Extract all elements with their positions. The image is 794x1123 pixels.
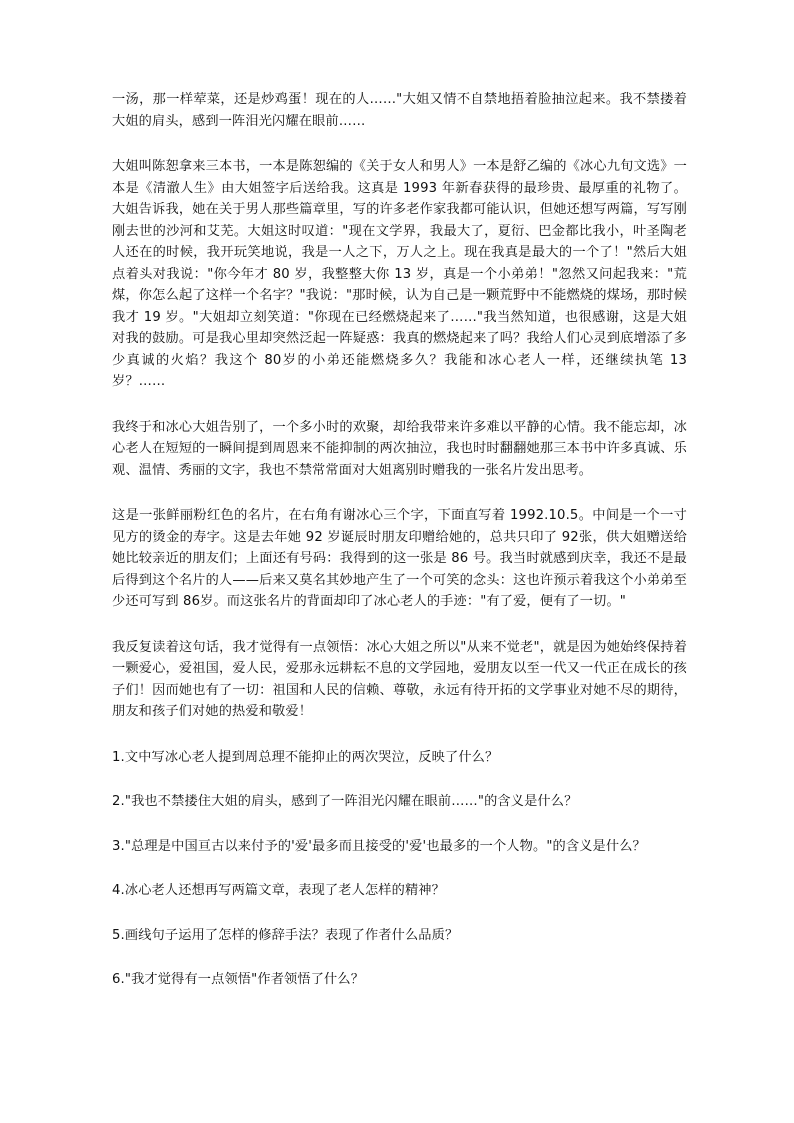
question-6: 6."我才觉得有一点领悟"作者领悟了什么？: [112, 972, 365, 987]
paragraph-1: 一汤，那一样荤菜，还是炒鸡蛋！现在的人……"大姐又情不自禁地捂着脸抽泣起来。我不禁搂着大姐的肩头，感到一阵泪光闪耀在眼前……: [112, 92, 687, 129]
question-5: 5.画线句子运用了怎样的修辞手法？表现了作者什么品质？: [112, 927, 459, 943]
paragraph-4: 这是一张鲜丽粉红色的名片，在右角有谢冰心三个字，下面直写着 1992.10.5。中间是一个一寸见方的烫金的寿字。这是去年她 92 岁诞辰时朋友印赠给她的，总共只印了 92张，供大姐赠送给她比较亲近的朋友们；上面还有号码：我得到的这一张是 86 号。我当时就感到庆幸，我还不是最后得到这个名片的人——后来又莫名其妙地产生了一个可笑的念头：这也许预示着我这个小弟弟至少还可写到 86岁。而这张名片的背面却印了冰心老人的手迹："有了爱，便有了一切。": [112, 508, 687, 609]
document-page: [112, 89, 687, 1014]
question-list: [112, 747, 687, 991]
question-3: 3."总理是中国亘古以来付予的'爱'最多而且接受的'爱'也最多的一个人物。"的含义是什么？: [112, 838, 646, 854]
paragraph-5: 我反复读着这句话，我才觉得有一点领悟：冰心大姐之所以"从来不觉老"，就是因为她始终保持着一颗爱心，爱祖国，爱人民，爱那永远耕耘不息的文学园地，爱朋友以至一代又一代正在成长的孩子们！因而她也有了一切：祖国和人民的信赖、尊敬，永远有待开拓的文学事业对她不尽的期待，朋友和孩子们对她的热爱和敬爱！: [112, 639, 687, 719]
article-body: [112, 89, 687, 723]
paragraph-3: 我终于和冰心大姐告别了，一个多小时的欢聚，却给我带来许多难以平静的心情。我不能忘却，冰心老人在短短的一瞬间提到周恩来不能抑制的两次抽泣，我也时时翻翻她那三本书中许多真诚、乐观、温情、秀丽的文字，我也不禁常常面对大姐离别时赠我的一张名片发出思考。: [112, 419, 687, 478]
question-2: 2."我也不禁搂住大姐的肩头，感到了一阵泪光闪耀在眼前……"的含义是什么？: [112, 794, 578, 809]
question-1: 1.文中写冰心老人提到周总理不能抑止的两次哭泣，反映了什么？: [112, 749, 499, 765]
question-4: 4.冰心老人还想再写两篇文章，表现了老人怎样的精神？: [112, 883, 445, 898]
paragraph-2: 大姐叫陈恕拿来三本书，一本是陈恕编的《关于女人和男人》一本是舒乙编的《冰心九旬文选》一本是《清澈人生》由大姐签字后送给我。这真是 1993 年新春获得的最珍贵、最厚重的礼物了。大姐告诉我，她在关于男人那些篇章里，写的许多老作家我都可能认识，但她还想写两篇，写写刚刚去世的沙河和艾芜。大姐这时叹道："现在文学界，我最大了，夏衍、巴金都比我小，叶圣陶老人还在的时候，我开玩笑地说，我是一人之下，万人之上。现在我真是最大的一个了！"然后大姐点着头对我说："你今年才 80 岁，我整整大你 13 岁，真是一个小弟弟！"忽然又问起我来："荒煤，你怎么起了这样一个名字？"我说："那时候，认为自己是一颗荒野中不能燃烧的煤场，那时候我才 19 岁。"大姐却立刻笑道："你现在已经燃烧起来了……"我当然知道，也很感谢，这是大姐对我的鼓励。可是我心里却突然泛起一阵疑惑：我真的燃烧起来了吗？我给人们心灵到底增添了多少真诚的火焰？我这个 80岁的小弟还能燃烧多久？我能和冰心老人一样，还继续执笔 13岁？……: [112, 159, 687, 389]
